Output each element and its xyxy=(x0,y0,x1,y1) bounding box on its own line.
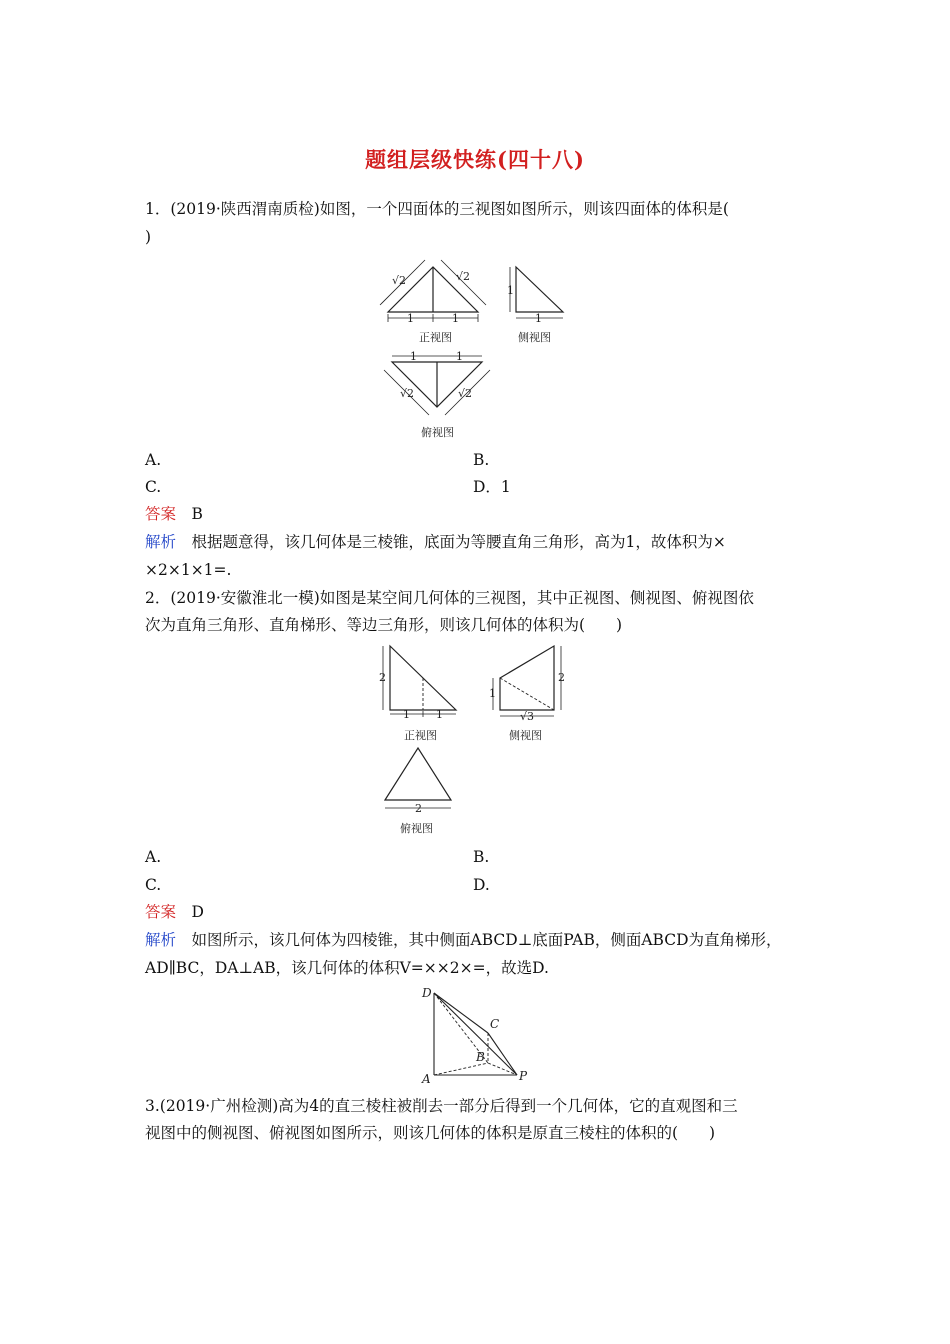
q1-analysis-line1: 根据题意得，该几何体是三棱锥，底面为等腰直角三角形，高为1，故体积为× xyxy=(191,533,726,551)
page-title: 题组层级快练(四十八) xyxy=(365,147,585,172)
q2-analysis-line1: 如图所示，该几何体为四棱锥，其中侧面ABCD⊥底面PAB，侧面ABCD为直角梯形， xyxy=(191,931,782,949)
q2-solid-label-c: C xyxy=(490,1017,500,1031)
q2-top-view xyxy=(385,748,451,815)
q2-option-b: B. xyxy=(473,848,490,866)
q2-analysis-line2: AD∥BC，DA⊥AB，该几何体的体积V=××2×=，故选D. xyxy=(145,959,549,977)
q1-top-one-right: 1 xyxy=(456,350,463,363)
q2-three-view-figure xyxy=(370,640,580,840)
q2-side-view xyxy=(489,646,565,723)
q1-option-b: B. xyxy=(473,451,490,469)
q1-side-one-horizontal: 1 xyxy=(535,312,542,325)
q2-solid-label-d: D xyxy=(422,986,432,1000)
q1-option-d: D．1 xyxy=(473,478,511,496)
q1-front-caption: 正视图 xyxy=(419,331,452,344)
q2-option-d: D. xyxy=(473,876,490,894)
q1-option-a: A. xyxy=(145,451,162,469)
q2-analysis-label: 解析 xyxy=(145,931,177,949)
q2-answer-value: D xyxy=(191,903,204,921)
q1-option-c: C. xyxy=(145,478,162,496)
q1-analysis-label: 解析 xyxy=(145,533,177,551)
q2-solid-label-a: A xyxy=(422,1072,431,1086)
q1-front-one-left: 1 xyxy=(407,312,414,325)
q1-side-caption: 侧视图 xyxy=(518,331,551,344)
q1-top-one-left: 1 xyxy=(410,350,417,363)
q2-side-two: 2 xyxy=(558,671,565,684)
q1-answer-label: 答案 xyxy=(145,505,177,523)
q1-front-sqrt2-right: √2 xyxy=(456,270,471,283)
q2-side-sqrt3: √3 xyxy=(520,710,535,723)
q2-side-caption: 侧视图 xyxy=(509,729,542,742)
q2-front-one-left: 1 xyxy=(403,708,410,721)
q2-stem-line1: 2．(2019·安徽淮北一模)如图是某空间几何体的三视图，其中正视图、侧视图、俯视图依 xyxy=(145,589,754,607)
q1-top-sqrt2-left: √2 xyxy=(400,387,415,400)
q2-analysis-row xyxy=(145,930,782,950)
q1-analysis-line2: ×2×1×1=. xyxy=(145,561,232,579)
q1-top-caption: 俯视图 xyxy=(421,426,454,439)
q1-front-one-right: 1 xyxy=(452,312,459,325)
q2-solid-label-p: P xyxy=(519,1069,528,1083)
q1-side-view xyxy=(507,267,563,325)
q3-stem-line1: 3.(2019·广州检测)高为4的直三棱柱被削去一部分后得到一个几何体，它的直观图和三 xyxy=(145,1097,738,1115)
q1-three-view-figure xyxy=(370,250,570,445)
q2-front-one-right: 1 xyxy=(436,708,443,721)
q1-top-view xyxy=(384,350,490,415)
q2-stem-line2: 次为直角三角形、直角梯形、等边三角形，则该几何体的体积为( ) xyxy=(145,616,623,634)
q1-stem-line1: 1．(2019·陕西渭南质检)如图，一个四面体的三视图如图所示，则该四面体的体积是( xyxy=(145,200,729,218)
q2-front-caption: 正视图 xyxy=(404,729,437,742)
q1-front-view xyxy=(380,260,486,325)
q2-top-caption: 俯视图 xyxy=(400,822,433,835)
q1-front-sqrt2-left: √2 xyxy=(392,274,407,287)
q1-top-sqrt2-right: √2 xyxy=(458,387,473,400)
q2-front-two: 2 xyxy=(379,671,386,684)
q2-solid-label-b: B xyxy=(476,1050,485,1064)
q3-stem-line2: 视图中的侧视图、俯视图如图所示，则该几何体的体积是原直三棱柱的体积的( ) xyxy=(145,1124,716,1142)
q2-answer-label: 答案 xyxy=(145,903,177,921)
q2-option-c: C. xyxy=(145,876,162,894)
q1-answer-row xyxy=(145,504,203,524)
q2-pyramid-figure xyxy=(418,983,533,1088)
q2-side-one: 1 xyxy=(489,687,496,700)
q2-option-a: A. xyxy=(145,848,162,866)
q1-analysis-row xyxy=(145,532,726,552)
q2-answer-row xyxy=(145,902,204,922)
q1-side-one-vertical: 1 xyxy=(507,284,514,297)
q2-front-view xyxy=(379,646,456,721)
q1-stem-line2: ) xyxy=(145,228,152,246)
q1-answer-value: B xyxy=(191,505,203,523)
q2-top-two: 2 xyxy=(415,802,422,815)
